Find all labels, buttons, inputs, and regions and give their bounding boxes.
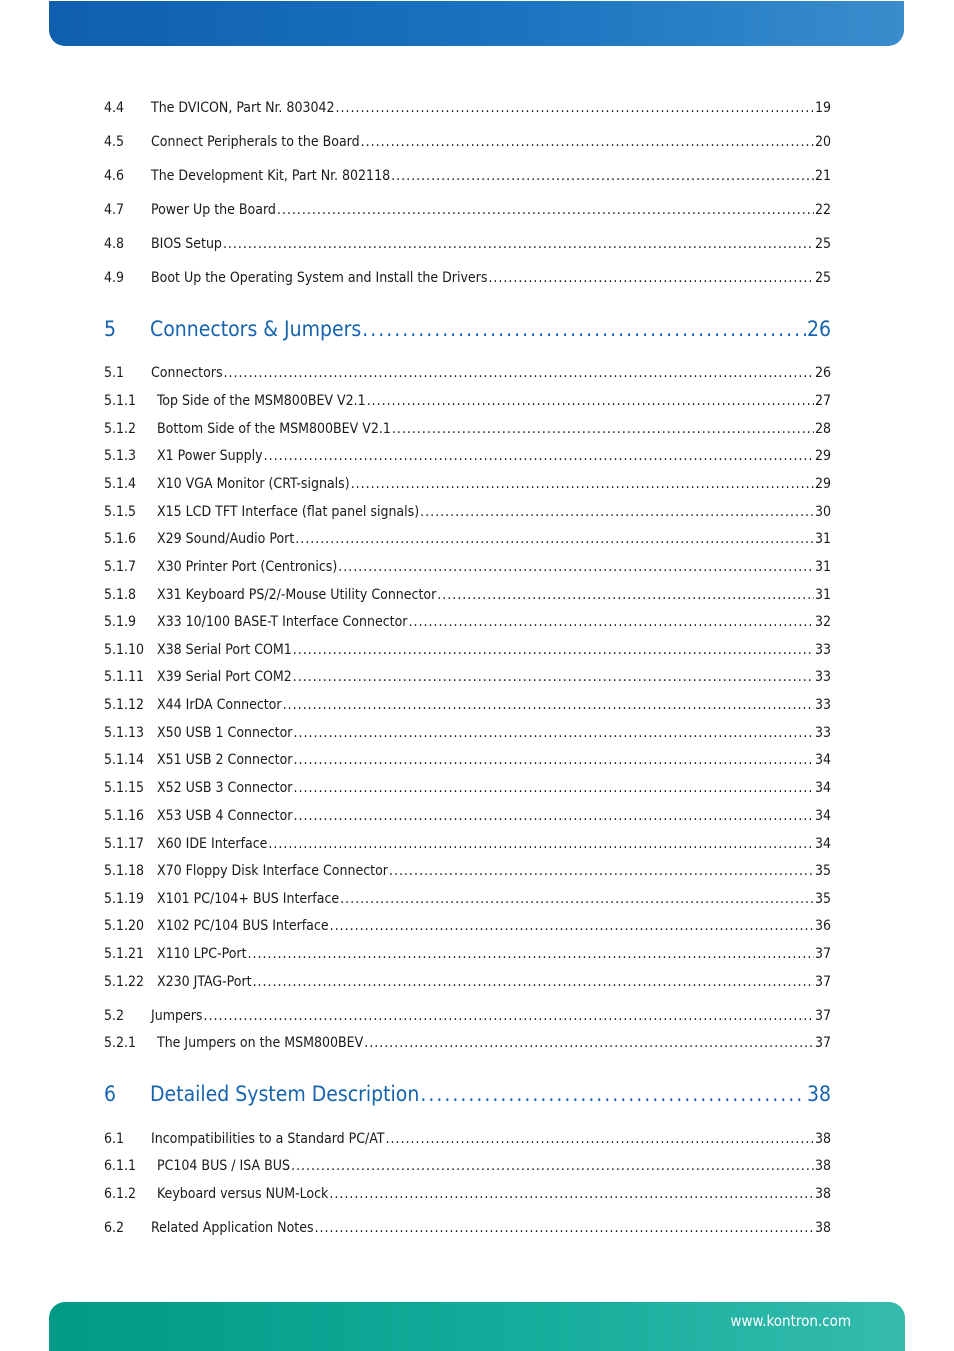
toc-entry[interactable]: [104, 807, 831, 825]
toc-entry-number: 5.1.21: [104, 946, 145, 962]
toc-entry-page: 34: [814, 808, 831, 824]
toc-entry-title: Power Up the Board: [151, 202, 276, 218]
toc-entry-number: 6.2: [104, 1220, 125, 1236]
toc-entry-number: 4.4: [104, 100, 125, 116]
toc-entry-title: X33 10/100 BASE-T Interface Connector: [157, 614, 408, 630]
dot-leader: [293, 724, 813, 742]
toc-entry-page: 33: [814, 642, 831, 658]
toc-entry-number: 6.1.2: [104, 1186, 137, 1202]
toc-entry-page: 21: [814, 168, 831, 184]
toc-entry-page: 27: [814, 393, 831, 409]
toc-entry-page: 33: [814, 697, 831, 713]
footer-bar: [49, 1302, 905, 1351]
toc-entry-page: 29: [814, 448, 831, 464]
toc-entry-page: 33: [814, 725, 831, 741]
dot-leader: [293, 641, 814, 659]
toc-entry-title: X10 VGA Monitor (CRT-signals): [157, 476, 350, 492]
toc-entry[interactable]: [104, 724, 831, 742]
dot-leader: [248, 945, 814, 963]
toc-entry-number: 5.1.19: [104, 891, 145, 907]
toc-entry-title: The Development Kit, Part Nr. 802118: [151, 168, 391, 184]
toc-entry-title: X1 Power Supply: [157, 448, 263, 464]
dot-leader: [340, 890, 814, 908]
toc-entry-number: 4.5: [104, 134, 125, 150]
toc-entry[interactable]: [104, 945, 831, 963]
toc-entry[interactable]: [104, 641, 831, 659]
dot-leader: [295, 530, 814, 548]
toc-entry-number: 5.1.10: [104, 642, 145, 658]
toc-entry-title: X50 USB 1 Connector: [157, 725, 293, 741]
toc-entry-number: 5.2.1: [104, 1035, 137, 1051]
toc-entry[interactable]: [104, 235, 831, 253]
toc-entry-page: 31: [814, 559, 831, 575]
toc-entry[interactable]: [104, 613, 831, 631]
toc-entry-number: 6: [104, 1082, 117, 1106]
toc-entry-number: 5.1.9: [104, 614, 137, 630]
dot-leader: [338, 558, 814, 576]
toc-entry[interactable]: [104, 364, 831, 382]
toc-entry-page: 38: [814, 1220, 831, 1236]
toc-entry-number: 5.1.4: [104, 476, 137, 492]
toc-entry-title: Keyboard versus NUM-Lock: [157, 1186, 329, 1202]
dot-leader: [293, 779, 813, 797]
toc-entry-title: Top Side of the MSM800BEV V2.1: [157, 393, 366, 409]
dot-leader: [488, 269, 814, 287]
toc-entry-page: 38: [814, 1131, 831, 1147]
dot-leader: [391, 167, 814, 185]
toc-entry-number: 5.1.18: [104, 863, 145, 879]
toc-entry-title: X101 PC/104+ BUS Interface: [157, 891, 340, 907]
toc-entry-page: 25: [814, 236, 831, 252]
dot-leader: [389, 862, 814, 880]
toc-entry-page: 37: [814, 974, 831, 990]
toc-entry-title: X70 Floppy Disk Interface Connector: [157, 863, 388, 879]
toc-entry-title: The DVICON, Part Nr. 803042: [151, 100, 335, 116]
dot-leader: [392, 420, 814, 438]
toc-entry[interactable]: [104, 420, 831, 438]
toc-entry-title: X52 USB 3 Connector: [157, 780, 293, 796]
dot-leader: [361, 133, 814, 151]
toc-entry-page: 37: [814, 946, 831, 962]
toc-entry-number: 5.1.3: [104, 448, 137, 464]
toc-entry-page: 31: [814, 531, 831, 547]
toc-entry-number: 5.1.17: [104, 836, 145, 852]
toc-entry-title: X39 Serial Port COM2: [157, 669, 292, 685]
toc-entry-page: 35: [814, 863, 831, 879]
toc-entry-title: PC104 BUS / ISA BUS: [157, 1158, 290, 1174]
toc-entry[interactable]: [104, 392, 831, 410]
dot-leader: [223, 235, 814, 253]
toc-entry[interactable]: [104, 1157, 831, 1175]
toc-entry-title: X230 JTAG-Port: [157, 974, 252, 990]
dot-leader: [329, 1185, 814, 1203]
toc-entry-number: 5: [104, 317, 117, 341]
toc-entry-page: 25: [814, 270, 831, 286]
toc-entry-title: Connectors & Jumpers: [150, 317, 362, 341]
toc-entry-title: X110 LPC-Port: [157, 946, 247, 962]
toc-entry-number: 4.7: [104, 202, 125, 218]
toc-entry-number: 6.1.1: [104, 1158, 137, 1174]
toc-entry-title: X31 Keyboard PS/2/-Mouse Utility Connector: [157, 587, 437, 603]
toc-entry[interactable]: [104, 1219, 831, 1237]
toc-entry-number: 4.8: [104, 236, 125, 252]
toc-entry-number: 5.1.2: [104, 421, 137, 437]
toc-entry-page: 29: [814, 476, 831, 492]
dot-leader: [362, 316, 806, 342]
toc-entry[interactable]: [104, 447, 831, 465]
dot-leader: [293, 751, 813, 769]
toc-entry[interactable]: [104, 558, 831, 576]
dot-leader: [315, 1219, 814, 1237]
toc-entry-page: 26: [814, 365, 831, 381]
toc-entry[interactable]: [104, 99, 831, 117]
toc-entry-number: 5.1.1: [104, 393, 137, 409]
toc-entry-page: 31: [814, 587, 831, 603]
toc-entry-number: 5.1.8: [104, 587, 137, 603]
dot-leader: [277, 201, 814, 219]
toc-entry-page: 28: [814, 421, 831, 437]
dot-leader: [336, 99, 814, 117]
toc-entry[interactable]: [104, 1185, 831, 1203]
toc-entry[interactable]: [104, 503, 831, 521]
toc-entry-page: 19: [814, 100, 831, 116]
toc-entry-number: 5.1.16: [104, 808, 145, 824]
toc-entry-title: X15 LCD TFT Interface (flat panel signals): [157, 504, 420, 520]
toc-entry-page: 38: [806, 1082, 831, 1106]
dot-leader: [293, 807, 813, 825]
toc-entry-title: X30 Printer Port (Centronics): [157, 559, 338, 575]
toc-entry-title: Incompatibilities to a Standard PC/AT: [151, 1131, 385, 1147]
footer-url[interactable]: www.kontron.com: [730, 1312, 851, 1330]
toc-entry-title: Related Application Notes: [151, 1220, 314, 1236]
toc-entry-number: 5.1.5: [104, 504, 137, 520]
toc-entry-page: 26: [806, 317, 831, 341]
toc-entry-number: 5.1.12: [104, 697, 145, 713]
toc-entry-title: Boot Up the Operating System and Install the Drivers: [151, 270, 488, 286]
toc-entry-title: Jumpers: [151, 1008, 203, 1024]
toc-entry-title: X51 USB 2 Connector: [157, 752, 293, 768]
toc-entry[interactable]: [104, 917, 831, 935]
toc-entry[interactable]: [104, 696, 831, 714]
toc-entry-page: 37: [814, 1008, 831, 1024]
dot-leader: [364, 1034, 814, 1052]
dot-leader: [385, 1130, 813, 1148]
toc-entry[interactable]: [104, 586, 831, 604]
toc-entry[interactable]: [104, 862, 831, 880]
toc-entry-title: Connectors: [151, 365, 223, 381]
toc-entry[interactable]: [104, 751, 831, 769]
toc-entry-page: 37: [814, 1035, 831, 1051]
toc-entry-page: 36: [814, 918, 831, 934]
dot-leader: [253, 973, 814, 991]
toc-entry-title: Connect Peripherals to the Board: [151, 134, 360, 150]
toc-entry-page: 34: [814, 836, 831, 852]
toc-entry-title: Detailed System Description: [150, 1082, 420, 1106]
dot-leader: [420, 1081, 806, 1107]
toc-entry-title: The Jumpers on the MSM800BEV: [157, 1035, 364, 1051]
toc-entry-number: 5.1.11: [104, 669, 145, 685]
toc-entry-number: 4.6: [104, 168, 125, 184]
toc-entry[interactable]: [104, 530, 831, 548]
toc-entry-page: 22: [814, 202, 831, 218]
toc-entry-page: 35: [814, 891, 831, 907]
toc-entry[interactable]: [104, 779, 831, 797]
dot-leader: [283, 696, 814, 714]
toc-entry-page: 30: [814, 504, 831, 520]
toc-chapter-entry[interactable]: [104, 1081, 831, 1107]
dot-leader: [264, 447, 814, 465]
toc-entry-number: 4.9: [104, 270, 125, 286]
toc-entry[interactable]: [104, 133, 831, 151]
toc-entry-title: X60 IDE Interface: [157, 836, 268, 852]
toc-entry-number: 5.1.13: [104, 725, 145, 741]
toc-entry-number: 5.1: [104, 365, 125, 381]
toc-entry[interactable]: [104, 668, 831, 686]
toc-entry[interactable]: [104, 1007, 831, 1025]
toc-entry-title: BIOS Setup: [151, 236, 222, 252]
dot-leader: [420, 503, 814, 521]
toc-entry-number: 5.1.22: [104, 974, 145, 990]
toc-entry-page: 20: [814, 134, 831, 150]
toc-entry-number: 5.1.15: [104, 780, 145, 796]
dot-leader: [293, 668, 814, 686]
toc-entry[interactable]: [104, 973, 831, 991]
toc-entry[interactable]: [104, 835, 831, 853]
toc-entry-number: 5.1.7: [104, 559, 137, 575]
toc-entry-title: X102 PC/104 BUS Interface: [157, 918, 329, 934]
toc-entry[interactable]: [104, 890, 831, 908]
dot-leader: [367, 392, 814, 410]
dot-leader: [351, 475, 814, 493]
toc-chapter-entry[interactable]: [104, 316, 831, 342]
toc-entry-page: 33: [814, 669, 831, 685]
toc-entry-number: 5.1.14: [104, 752, 145, 768]
toc-entry[interactable]: [104, 475, 831, 493]
dot-leader: [330, 917, 814, 935]
toc-entry-number: 5.1.20: [104, 918, 145, 934]
toc-entry-page: 38: [814, 1158, 831, 1174]
dot-leader: [408, 613, 814, 631]
dot-leader: [203, 1007, 814, 1025]
toc-entry-number: 5.1.6: [104, 531, 137, 547]
toc-entry-page: 32: [814, 614, 831, 630]
dot-leader: [224, 364, 814, 382]
dot-leader: [437, 586, 814, 604]
toc-entry-title: X44 IrDA Connector: [157, 697, 282, 713]
dot-leader: [268, 835, 814, 853]
dot-leader: [291, 1157, 814, 1175]
toc-entry-page: 38: [814, 1186, 831, 1202]
toc-entry-page: 34: [814, 780, 831, 796]
toc-entry-number: 6.1: [104, 1131, 125, 1147]
toc-entry[interactable]: [104, 201, 831, 219]
toc-entry[interactable]: [104, 167, 831, 185]
toc-entry[interactable]: [104, 1034, 831, 1052]
toc-entry[interactable]: [104, 1130, 831, 1148]
toc-entry[interactable]: [104, 269, 831, 287]
toc-entry-title: Bottom Side of the MSM800BEV V2.1: [157, 421, 391, 437]
toc-entry-title: X29 Sound/Audio Port: [157, 531, 295, 547]
toc-entry-title: X53 USB 4 Connector: [157, 808, 293, 824]
toc-entry-page: 34: [814, 752, 831, 768]
toc-entry-number: 5.2: [104, 1008, 125, 1024]
toc-entry-title: X38 Serial Port COM1: [157, 642, 292, 658]
